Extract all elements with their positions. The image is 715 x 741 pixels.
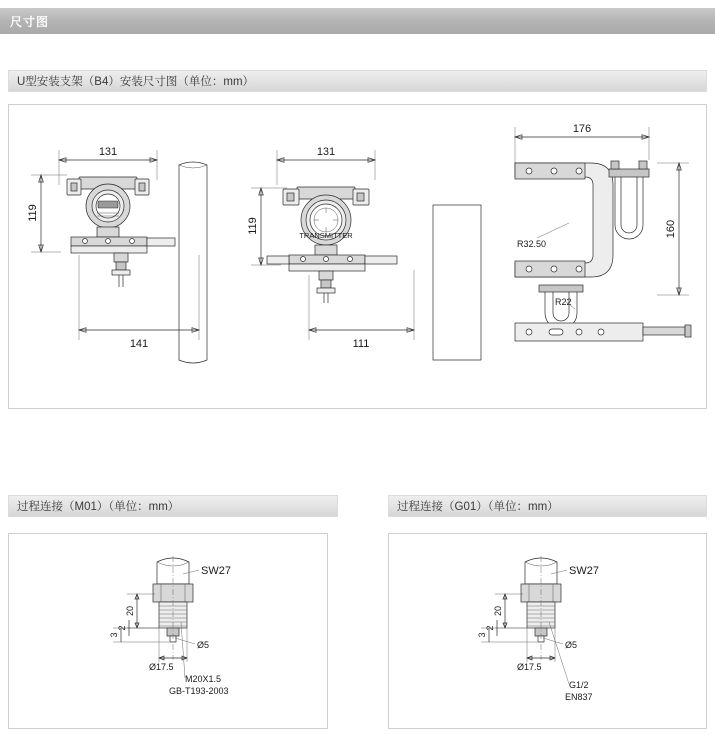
dim-131-front: 131 [316,146,336,158]
label-sw27-g01: SW27 [569,565,599,577]
label-sw27-m01: SW27 [201,565,231,577]
dim-3-g01: 3 [477,632,487,638]
dim-20-m01: 20 [125,605,135,617]
subsection-title-g01: 过程连接（G01）（单位：mm） [397,501,559,513]
dim-2-g01: 2 [485,625,495,631]
dim-176: 176 [572,123,592,135]
dim-dia5-g01: Ø5 [565,640,578,650]
subsection-header-g01 [388,495,707,517]
drawing-panel-bracket [8,104,707,409]
dim-r3250: R32.50 [517,239,547,249]
dim-2-m01: 2 [117,625,127,631]
page-section-header [0,8,715,34]
dim-141-side: 141 [129,338,149,350]
u-bracket-group [515,123,691,341]
subsection-header-bracket [8,70,707,92]
label-standard-m01: GB-T193-2003 [169,686,229,696]
dim-r22: R22 [555,297,572,307]
label-thread-m01: M20X1.5 [185,674,222,684]
side-view-group [27,146,207,363]
dial-label: TRANSMITTER [299,231,353,240]
subsection-title-m01: 过程连接（M01）（单位：mm） [17,501,180,513]
dim-111-front: 111 [352,338,370,350]
dim-dia5-m01: Ø5 [197,640,210,650]
dim-131-side: 131 [98,146,118,158]
front-view-group [247,146,481,360]
label-standard-g01: EN837 [565,692,593,702]
subsection-header-m01 [8,495,338,517]
bracket-drawing-svg [9,105,706,408]
drawing-panel-g01 [388,533,707,729]
dim-119-side: 119 [27,204,39,222]
dim-dia175-m01: Ø17.5 [149,662,174,672]
dim-20-g01: 20 [493,605,503,617]
dim-dia175-g01: Ø17.5 [517,662,542,672]
g01-drawing-svg [389,534,706,728]
label-thread-g01: G1/2 [569,680,589,690]
subsection-title-bracket: U型安装支架（B4）安装尺寸图（单位：mm） [17,76,255,88]
drawing-panel-m01 [8,533,328,729]
dim-119-front: 119 [247,217,259,235]
m01-drawing-svg [9,534,327,728]
dim-3-m01: 3 [109,632,119,638]
dim-160: 160 [665,219,677,239]
page-title: 尺寸图 [10,14,50,29]
